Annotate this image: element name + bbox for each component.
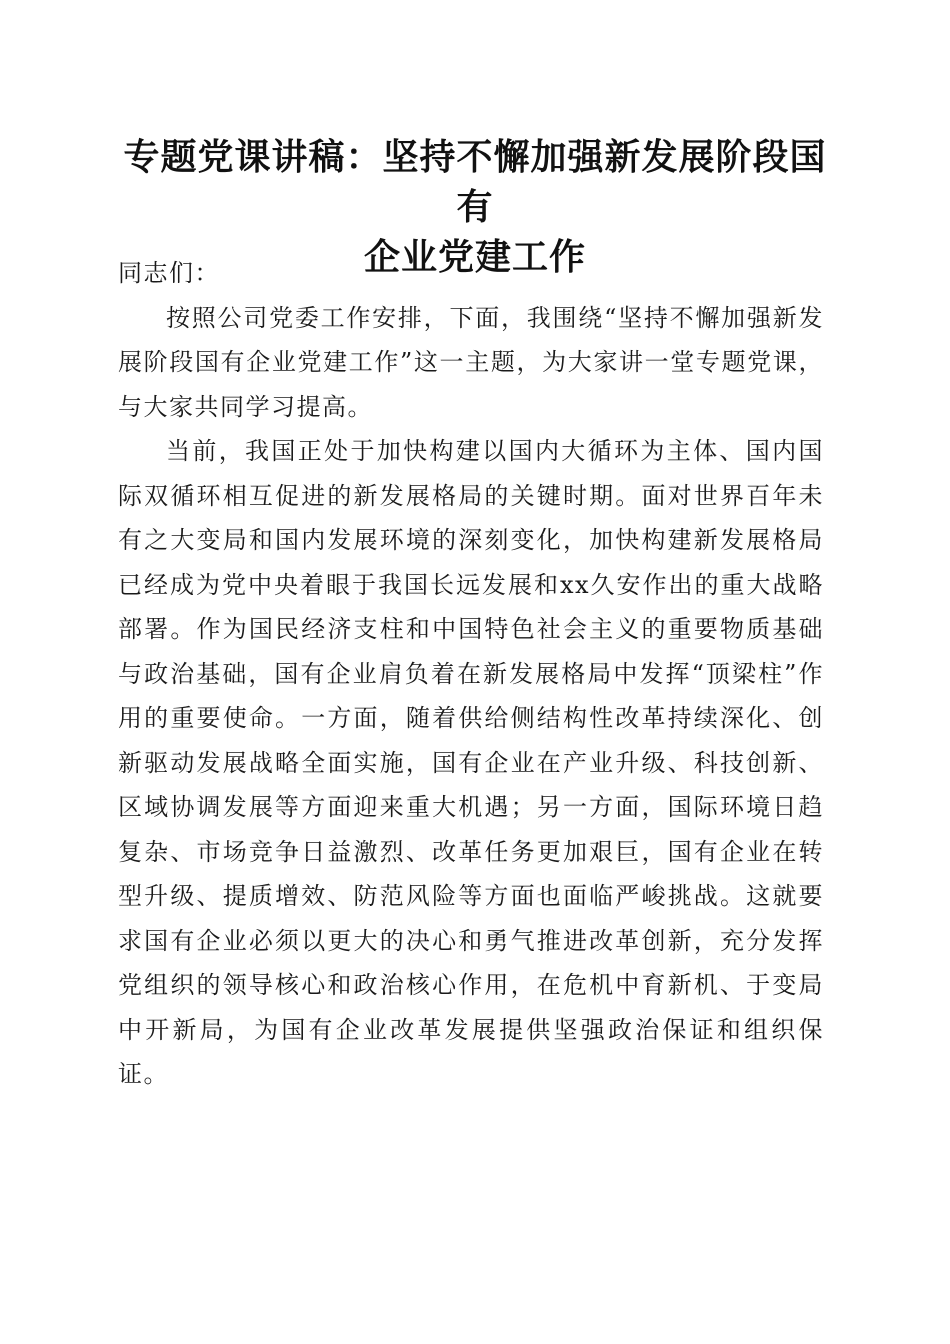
paragraph-context: 当前，我国正处于加快构建以国内大循环为主体、国内国际双循环相互促进的新发展格局的关键时期。面对世界百年未有之大变局和国内发展环境的深刻变化，加快构建新发展格局已经成为党中央着眼于我国长远发展和xx久安作出的重大战略部署。作为国民经济支柱和中国特色社会主义的重要物质基础与政治基础，国有企业肩负着在新发展格局中发挥“顶梁柱”作用的重要使命。一方面，随着供给侧结构性改革持续深化、创新驱动发展战略全面实施，国有企业在产业升级、科技创新、区域协调发展等方面迎来重大机遇；另一方面，国际环境日趋复杂、市场竞争日益激烈、改革任务更加艰巨，国有企业在转型升级、提质增效、防范风险等方面也面临严峻挑战。这就要求国有企业必须以更大的决心和勇气推进改革创新，充分发挥党组织的领导核心和政治核心作用，在危机中育新机、于变局中开新局，为国有企业改革发展提供坚强政治保证和组织保证。 xyxy=(118,437,824,1088)
title-line-1: 专题党课讲稿：坚持不懈加强新发展阶段国有 xyxy=(123,136,827,228)
document-body xyxy=(118,251,824,1097)
title-line-2: 企业党建工作 xyxy=(363,236,586,278)
paragraph-intro: 按照公司党委工作安排，下面，我围绕“坚持不懈加强新发展阶段国有企业党建工作”这一主题，为大家讲一堂专题党课，与大家共同学习提高。 xyxy=(118,303,824,421)
salutation: 同志们： xyxy=(118,259,220,287)
